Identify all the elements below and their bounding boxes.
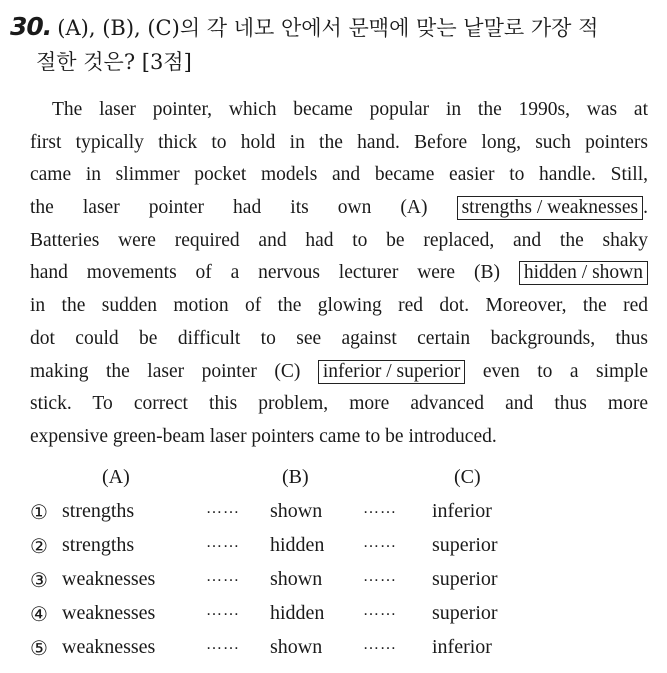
passage-line: first typically thick to hold in the hand. Before long, such pointers: [30, 131, 648, 153]
option-number: ⑤: [30, 636, 48, 660]
separator: ……: [363, 500, 397, 517]
option-c: superior: [432, 534, 498, 556]
column-header-b: (B): [282, 466, 309, 488]
answer-option-3[interactable]: [30, 568, 650, 602]
option-b: shown: [270, 500, 323, 522]
option-a: weaknesses: [62, 568, 156, 590]
choices-header: [30, 466, 650, 500]
option-c: inferior: [432, 500, 492, 522]
passage-line: in the sudden motion of the glowing red dot. Moreover, the red: [30, 295, 648, 317]
option-b: hidden: [270, 602, 325, 624]
question-instruction-2: 절한 것은? [3점]: [36, 50, 192, 74]
separator: ……: [206, 500, 240, 517]
option-b: hidden: [270, 534, 325, 556]
separator: ……: [363, 636, 397, 653]
passage-line: [30, 192, 648, 225]
passage-line: [30, 257, 648, 290]
option-b: shown: [270, 568, 323, 590]
answer-option-2[interactable]: [30, 534, 650, 568]
choice-box-c: inferior / superior: [318, 360, 466, 384]
passage-line: stick. To correct this problem, more advanced and thus more: [30, 393, 648, 415]
passage-line: dot could be difficult to see against certain backgrounds, thus: [30, 327, 648, 349]
passage-text: .: [643, 197, 649, 219]
question-instruction-1: (A), (B), (C)의 각 네모 안에서 문맥에 맞는 낱말로 가장 적: [57, 16, 599, 40]
question-line-1: [10, 10, 660, 45]
separator: ……: [206, 602, 240, 619]
passage-text: hand movements of a nervous lecturer were (B): [30, 262, 500, 284]
answer-option-4[interactable]: [30, 602, 650, 636]
separator: ……: [363, 568, 397, 585]
passage-line: Batteries were required and had to be replaced, and the shaky: [30, 229, 648, 251]
question-header: [10, 10, 660, 79]
option-number: ②: [30, 534, 48, 558]
choice-box-a: strengths / weaknesses: [457, 196, 644, 220]
choice-box-b: hidden / shown: [519, 261, 648, 285]
passage-text: even to a simple: [482, 360, 649, 382]
question-number: 30.: [10, 12, 52, 41]
separator: ……: [206, 534, 240, 551]
column-header-c: (C): [454, 466, 481, 488]
passage-line: expensive green-beam laser pointers came to be introduced.: [30, 425, 497, 447]
option-a: strengths: [62, 534, 135, 556]
answer-option-1[interactable]: [30, 500, 650, 534]
option-c: superior: [432, 602, 498, 624]
separator: ……: [206, 568, 240, 585]
question-line-2: [10, 45, 660, 79]
answer-option-5[interactable]: [30, 636, 650, 670]
separator: ……: [206, 636, 240, 653]
passage-line: [30, 356, 648, 389]
passage-text: making the laser pointer (C): [30, 360, 301, 382]
option-c: superior: [432, 568, 498, 590]
option-a: weaknesses: [62, 602, 156, 624]
option-c: inferior: [432, 636, 492, 658]
passage-line: The laser pointer, which became popular in the 1990s, was at: [52, 99, 648, 120]
option-number: ①: [30, 500, 48, 524]
separator: ……: [363, 534, 397, 551]
option-a: weaknesses: [62, 636, 156, 658]
separator: ……: [363, 602, 397, 619]
option-number: ④: [30, 602, 48, 626]
option-b: shown: [270, 636, 323, 658]
passage-text: the laser pointer had its own (A): [30, 197, 428, 219]
column-header-a: (A): [102, 466, 130, 488]
option-a: strengths: [62, 500, 135, 522]
answer-choices: [30, 466, 650, 670]
passage-line: came in slimmer pocket models and became easier to handle. Still,: [30, 164, 648, 186]
option-number: ③: [30, 568, 48, 592]
reading-passage: [30, 94, 648, 454]
